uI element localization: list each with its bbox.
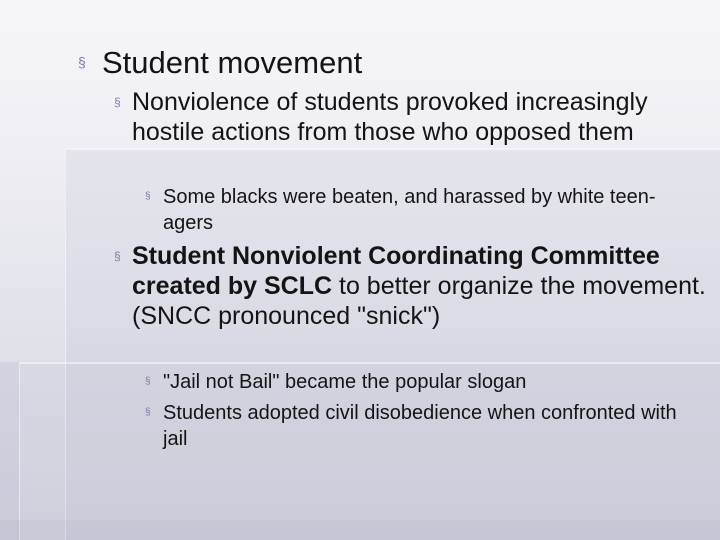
bullet-text: Students adopted civil disobedience when confronted with jail [163, 402, 677, 450]
regular-text: to better organize the movement. (SNCC pronounced "snick") [132, 272, 706, 330]
square-bullet-icon: § [145, 376, 151, 387]
bullet-item-level2 [114, 241, 714, 331]
bullet-text: Student movement [102, 45, 363, 80]
bullet-item-level3 [145, 400, 705, 452]
square-bullet-icon: § [145, 191, 151, 202]
bullet-item-level3 [145, 184, 705, 236]
bullet-text [132, 241, 714, 331]
bullet-text: "Jail not Bail" became the popular slogan [163, 371, 527, 393]
bullet-item-level3 [145, 369, 705, 395]
square-bullet-icon: § [78, 54, 86, 70]
bullet-text: Nonviolence of students provoked increasingly hostile actions from those who opposed them [132, 88, 648, 146]
bullet-item-level2 [114, 87, 714, 147]
bullet-text: Some blacks were beaten, and harassed by white teen-agers [163, 186, 656, 234]
bold-text: Student Nonviolent Coordinating Committee created by SCLC [132, 242, 660, 300]
bullet-item-level1 [78, 44, 698, 81]
square-bullet-icon: § [114, 95, 121, 109]
square-bullet-icon: § [145, 407, 151, 418]
square-bullet-icon: § [114, 249, 121, 263]
